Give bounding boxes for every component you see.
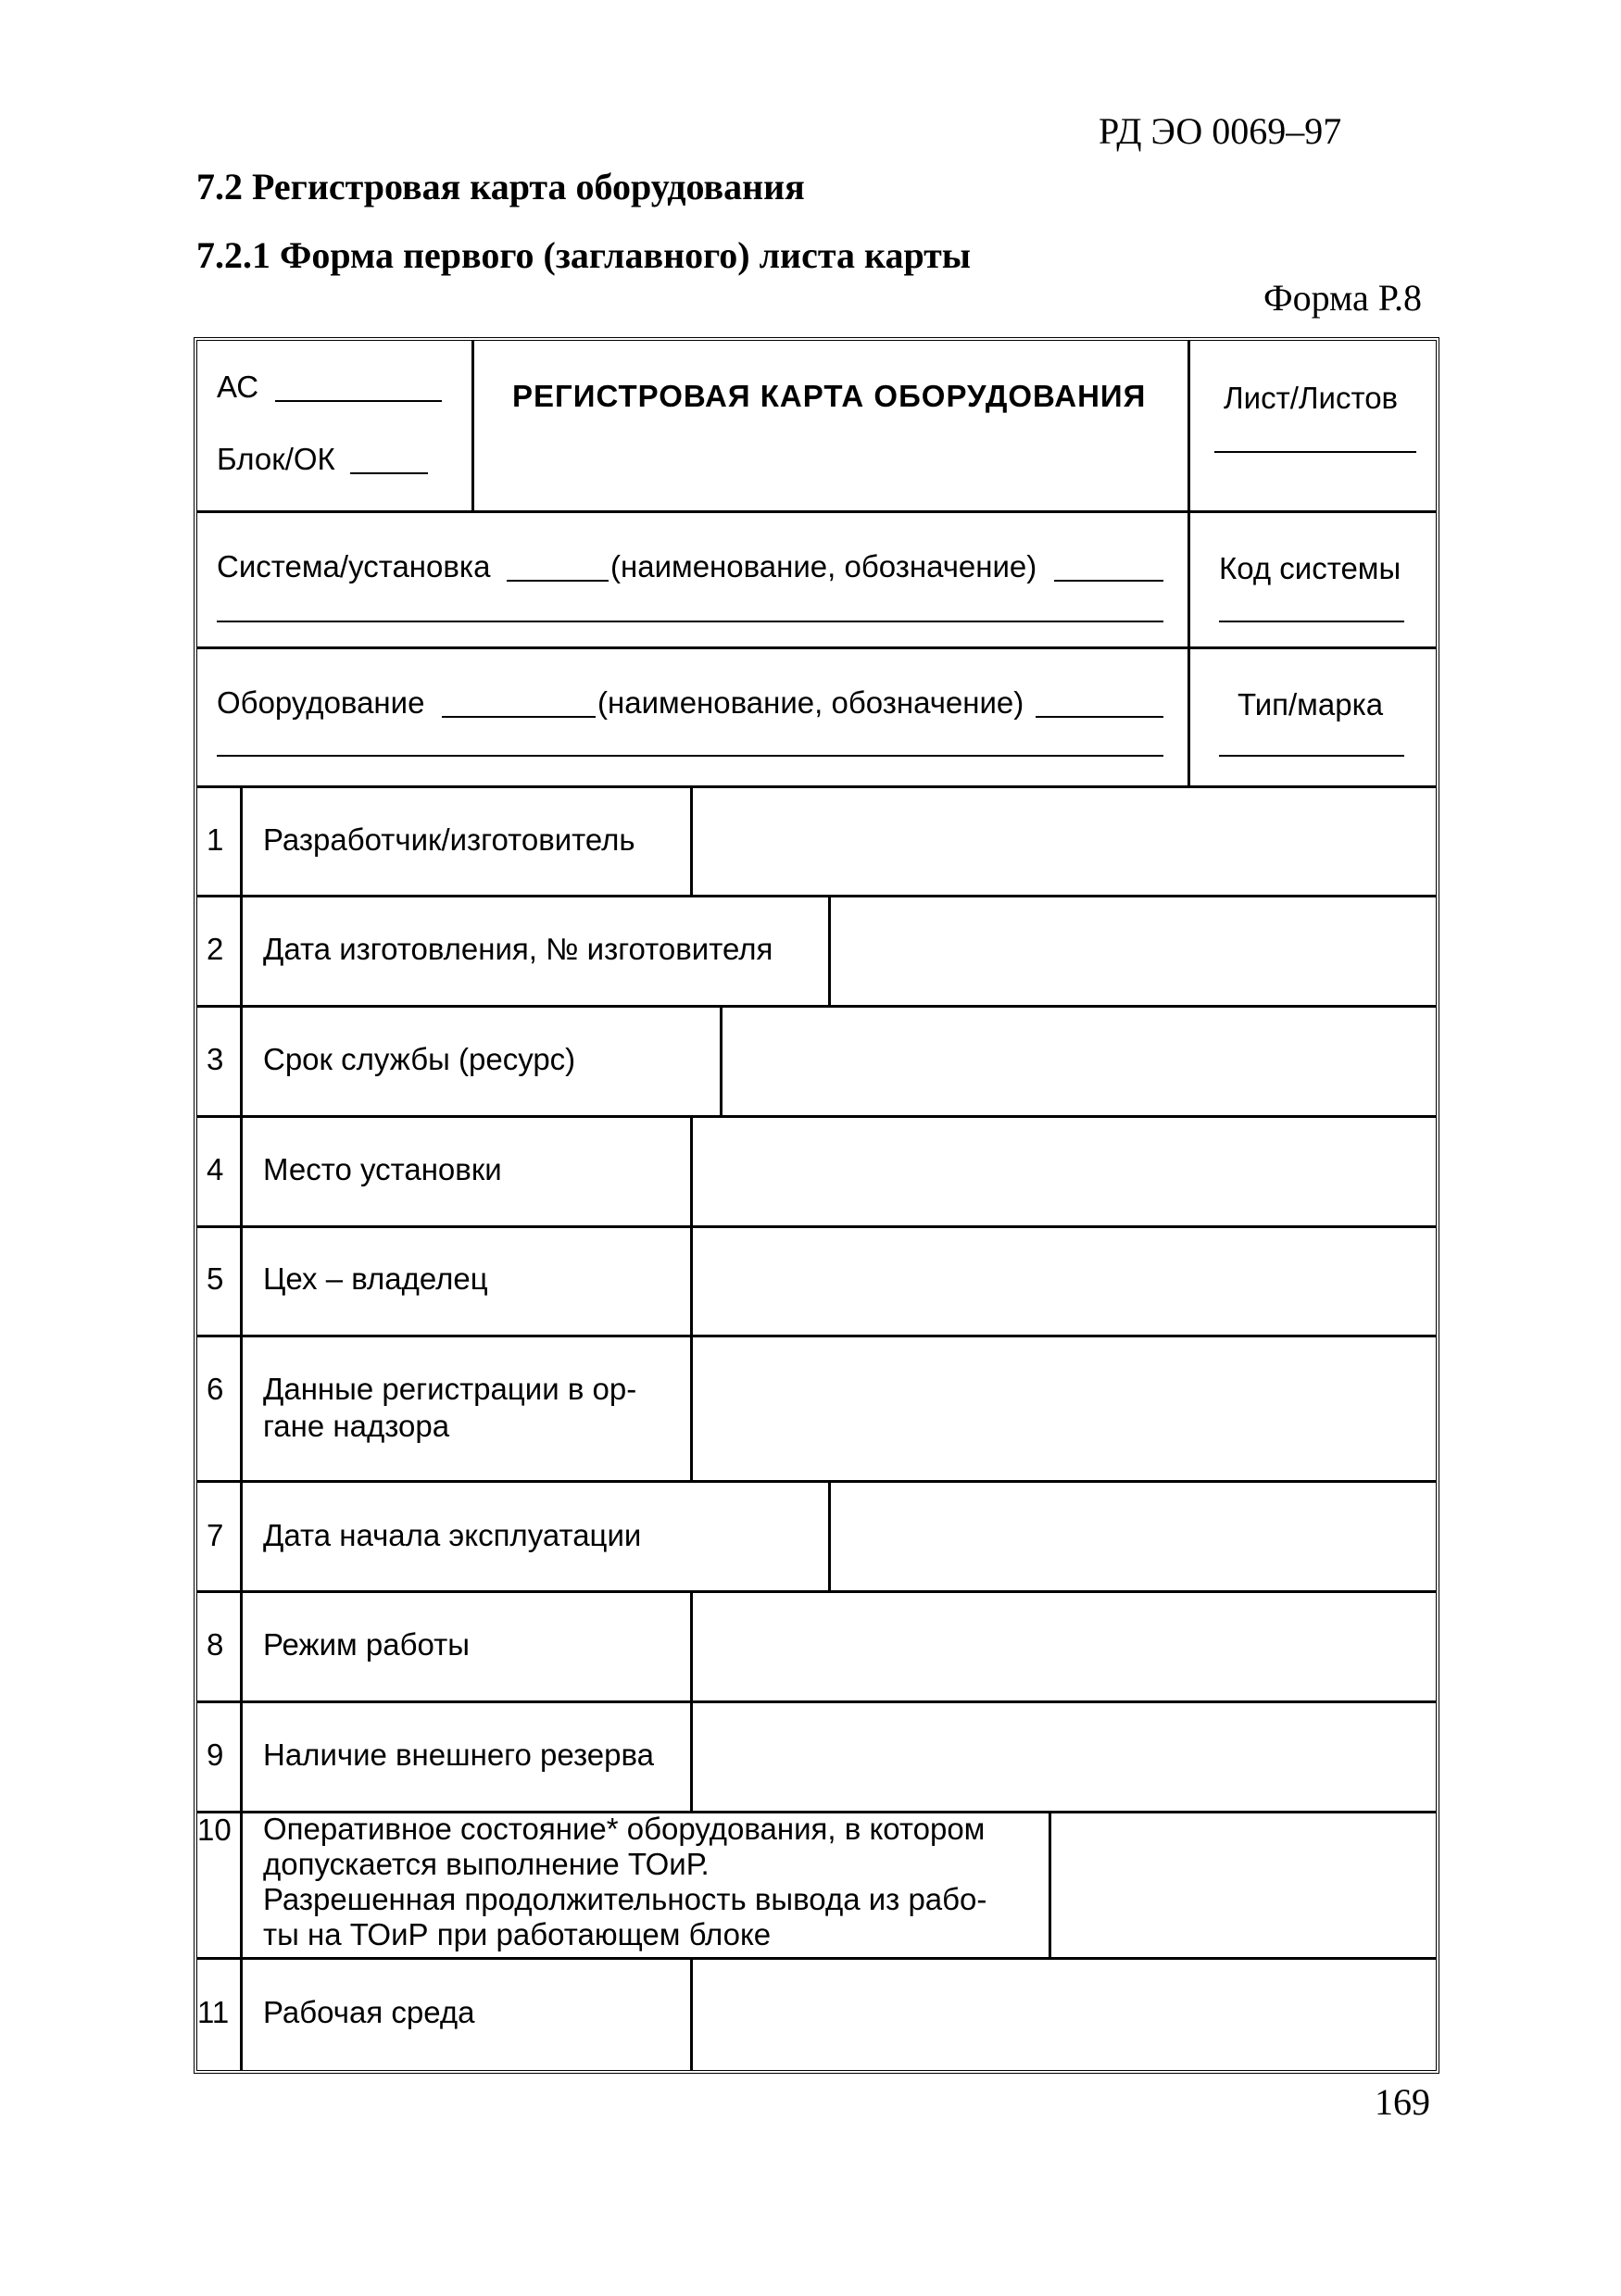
divider <box>1187 341 1190 786</box>
as-label: АС <box>217 370 259 404</box>
page-number: 169 <box>1375 2081 1430 2123</box>
system-field-suffix[interactable] <box>1054 580 1163 582</box>
section-title: 7.2 Регистровая карта оборудования <box>196 166 805 207</box>
equipment-field-suffix[interactable] <box>1036 716 1163 718</box>
row-label-continued: ты на ТОиР при работающем блоке <box>263 1917 772 1951</box>
row-number: 4 <box>207 1152 224 1186</box>
row-label-continued: допускается выполнение ТОиР. <box>263 1847 710 1881</box>
value-cell-developer[interactable] <box>693 786 1436 895</box>
row-number: 8 <box>207 1627 224 1662</box>
row-label: Наличие внешнего резерва <box>263 1738 654 1772</box>
sheet-field[interactable] <box>1214 451 1416 453</box>
row-label: Цех – владелец <box>263 1261 488 1296</box>
system-hint: (наименование, обозначение) <box>610 549 1037 583</box>
block-field[interactable] <box>350 472 428 474</box>
value-cell-start-date[interactable] <box>831 1483 1436 1590</box>
row-label: Режим работы <box>263 1627 470 1662</box>
document-code: РД ЭО 0069–97 <box>1099 110 1342 152</box>
row-label: Рабочая среда <box>263 1995 475 2029</box>
equipment-label: Оборудование <box>217 685 425 720</box>
num-column-divider <box>240 786 243 2070</box>
divider <box>197 510 1436 513</box>
value-cell-working-medium[interactable] <box>693 1960 1436 2070</box>
system-code-label: Код системы <box>1219 551 1401 585</box>
registration-card-form <box>194 337 1439 2074</box>
row-number: 3 <box>207 1042 224 1076</box>
value-cell-service-life[interactable] <box>723 1008 1436 1115</box>
row-label: Дата изготовления, № изготовителя <box>263 932 773 966</box>
divider <box>471 341 474 511</box>
card-title: РЕГИСТРОВАЯ КАРТА ОБОРУДОВАНИЯ <box>512 379 1147 413</box>
system-code-field[interactable] <box>1219 621 1404 622</box>
row-number: 10 <box>197 1813 232 1847</box>
value-cell-operating-mode[interactable] <box>693 1593 1436 1700</box>
row-label-continued: Разрешенная продолжительность вывода из рабо- <box>263 1882 987 1916</box>
value-cell-location[interactable] <box>693 1118 1436 1225</box>
row-number: 7 <box>207 1518 224 1552</box>
value-cell-registration[interactable] <box>693 1337 1436 1480</box>
row-number: 5 <box>207 1261 224 1296</box>
row-label: Дата начала эксплуатации <box>263 1518 642 1552</box>
row-label: Место установки <box>263 1152 502 1186</box>
subsection-title: 7.2.1 Форма первого (заглавного) листа карты <box>196 234 972 276</box>
sheet-label: Лист/Листов <box>1224 381 1399 415</box>
row-number: 9 <box>207 1738 224 1772</box>
type-field[interactable] <box>1219 755 1404 757</box>
row-number: 11 <box>197 1995 230 2029</box>
value-cell-owner-shop[interactable] <box>693 1228 1436 1335</box>
value-cell-manufacture-date[interactable] <box>831 897 1436 1005</box>
row-number: 1 <box>207 822 224 857</box>
row-label: Срок службы (ресурс) <box>263 1042 576 1076</box>
row-label: Данные регистрации в ор- <box>263 1372 637 1406</box>
row-label-continued: гане надзора <box>263 1409 450 1443</box>
system-field-line[interactable] <box>217 621 1163 622</box>
row-number: 6 <box>207 1372 224 1406</box>
equipment-field-prefix[interactable] <box>442 716 596 718</box>
value-cell-operating-state[interactable] <box>1051 1813 1436 1957</box>
system-field-prefix[interactable] <box>507 580 609 582</box>
type-label: Тип/марка <box>1238 687 1384 721</box>
equipment-field-line[interactable] <box>217 755 1163 757</box>
row-number: 2 <box>207 932 224 966</box>
as-field[interactable] <box>275 400 442 402</box>
row-label: Разработчик/изготовитель <box>263 822 635 857</box>
system-label: Система/установка <box>217 549 491 583</box>
value-cell-external-reserve[interactable] <box>693 1703 1436 1811</box>
row-label: Оперативное состояние* оборудования, в котором <box>263 1812 986 1846</box>
divider <box>197 646 1436 649</box>
block-label: Блок/ОК <box>217 442 335 476</box>
equipment-hint: (наименование, обозначение) <box>597 685 1024 720</box>
form-code: Форма Р.8 <box>1263 277 1423 319</box>
